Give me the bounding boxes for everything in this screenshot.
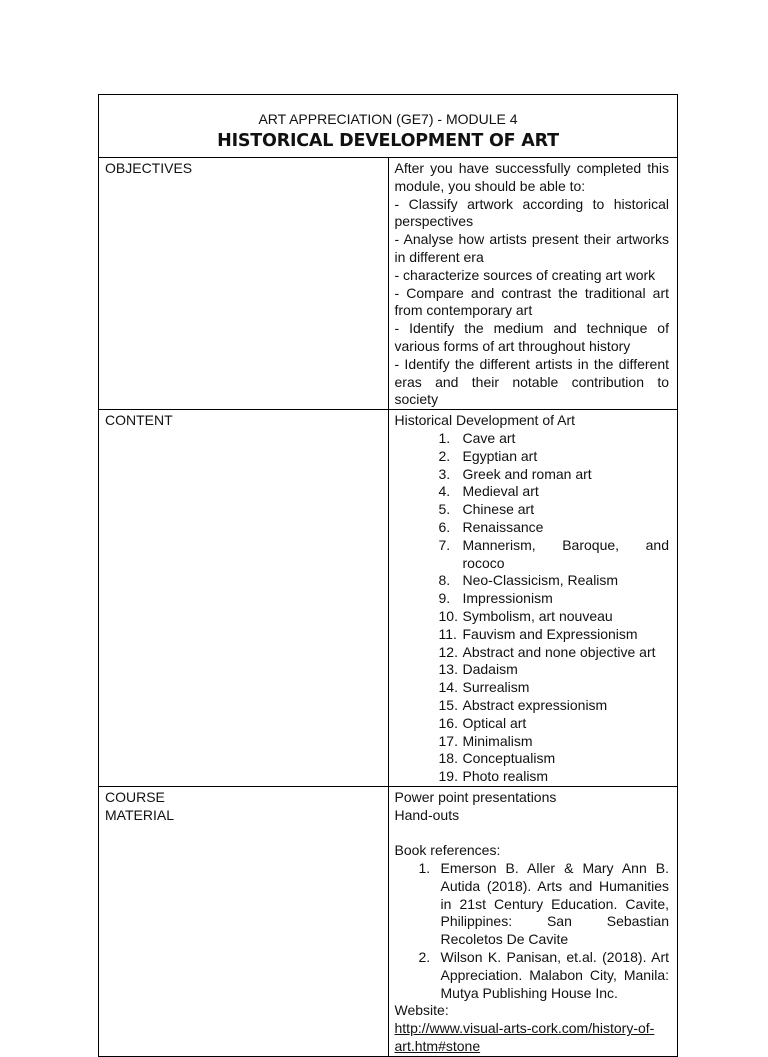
objectives-intro: After you have successfully completed this module, you should be able to: xyxy=(394,160,669,194)
list-item xyxy=(438,483,670,501)
content-body xyxy=(388,410,678,787)
list-item-number: 7. xyxy=(438,536,451,553)
objectives-label xyxy=(99,158,389,410)
header-cell xyxy=(99,95,678,158)
list-item-text: Cave art xyxy=(462,429,516,446)
list-item-text: Surrealism xyxy=(462,679,530,696)
list-item xyxy=(438,536,670,573)
content-heading: Historical Development of Art xyxy=(394,412,576,429)
book-item-text: Emerson B. Aller & Mary Ann B. Autida (2018). Arts and Humanities in 21st Century Education. Cavite, Philippines: San Sebastian Recoletos De Cavite xyxy=(440,860,669,948)
list-item-text: Symbolism, art nouveau xyxy=(462,607,613,624)
course-material-body xyxy=(388,786,678,1056)
book-item xyxy=(418,860,670,949)
list-item-text: Abstract expressionism xyxy=(462,696,608,713)
list-item xyxy=(438,465,670,484)
list-item-number: 1. xyxy=(438,429,451,446)
list-item xyxy=(438,429,670,448)
list-item xyxy=(438,714,670,733)
list-item xyxy=(438,518,670,537)
list-item xyxy=(438,447,670,466)
objective-item: - Compare and contrast the traditional art from contemporary art xyxy=(394,284,669,319)
list-item-number: 19. xyxy=(438,768,458,785)
list-item-text: Minimalism xyxy=(462,732,533,749)
content-list xyxy=(395,430,670,786)
list-item xyxy=(438,661,670,679)
list-item xyxy=(438,625,670,644)
objectives-body xyxy=(388,158,678,410)
list-item-number: 4. xyxy=(438,483,451,500)
list-item xyxy=(438,590,670,608)
list-item-text: Impressionism xyxy=(462,590,553,607)
header-row xyxy=(99,95,678,158)
website-link-line xyxy=(395,1020,670,1056)
list-item-number: 6. xyxy=(438,518,451,535)
list-item-number: 10. xyxy=(438,607,458,624)
list-item xyxy=(438,572,670,590)
objective-item: - Analyse how artists present their artworks in different era xyxy=(394,231,669,265)
content-label xyxy=(99,410,389,787)
module-document xyxy=(98,94,678,1057)
list-item-number: 15. xyxy=(438,696,458,713)
material-line: Hand-outs xyxy=(394,806,460,823)
list-item-number: 9. xyxy=(438,590,451,607)
list-item-text: Egyptian art xyxy=(462,447,538,464)
book-list xyxy=(395,860,670,1002)
content-row xyxy=(99,410,678,787)
content-label-text: CONTENT xyxy=(105,412,173,429)
list-item xyxy=(438,768,670,786)
objectives-row xyxy=(99,158,678,410)
course-material-row xyxy=(99,786,678,1056)
website-link[interactable]: http://www.visual-arts-cork.com/history-of-art.htm#stone xyxy=(394,1020,655,1055)
course-material-label-line2: MATERIAL xyxy=(105,806,174,823)
list-item-text: Photo realism xyxy=(462,768,549,785)
list-item-text: Optical art xyxy=(462,714,527,731)
list-item-number: 8. xyxy=(438,572,451,589)
list-item-number: 12. xyxy=(438,643,458,660)
list-item xyxy=(438,750,670,768)
list-item-number: 11. xyxy=(438,625,457,642)
book-item-number: 2. xyxy=(418,949,431,966)
list-item-number: 16. xyxy=(438,714,458,731)
objective-item: - Identify the different artists in the different eras and their notable contribution to society xyxy=(394,355,669,408)
module-title: HISTORICAL DEVELOPMENT OF ART xyxy=(217,131,559,151)
list-item-text: Greek and roman art xyxy=(462,465,592,482)
course-material-label xyxy=(99,786,389,1056)
list-item-text: Mannerism, Baroque, and rococo xyxy=(462,536,669,571)
book-item-text: Wilson K. Panisan, et.al. (2018). Art Appreciation. Malabon City, Manila: Mutya Publishing House Inc. xyxy=(440,949,669,1001)
list-item-number: 14. xyxy=(438,679,458,696)
list-item-text: Neo-Classicism, Realism xyxy=(462,572,619,589)
spacer xyxy=(395,824,670,842)
list-item xyxy=(438,501,670,519)
list-item xyxy=(438,679,670,697)
list-item-number: 17. xyxy=(438,732,458,749)
list-item-text: Fauvism and Expressionism xyxy=(462,625,638,642)
list-item-text: Chinese art xyxy=(462,501,535,518)
list-item-number: 3. xyxy=(438,465,451,482)
module-table xyxy=(98,94,678,1057)
list-item-number: 18. xyxy=(438,750,458,767)
book-item xyxy=(418,949,670,1002)
list-item-number: 2. xyxy=(438,447,451,464)
module-subtitle: ART APPRECIATION (GE7) - MODULE 4 xyxy=(258,111,518,127)
course-material-label-line1: COURSE xyxy=(105,788,165,805)
list-item-text: Dadaism xyxy=(462,661,518,678)
list-item-text: Conceptualism xyxy=(462,750,556,767)
objectives-label-text: OBJECTIVES xyxy=(105,160,193,176)
list-item-number: 5. xyxy=(438,501,451,518)
list-item xyxy=(438,732,670,751)
list-item-text: Abstract and none objective art xyxy=(462,643,656,660)
list-item xyxy=(438,696,670,715)
book-references-heading: Book references: xyxy=(394,842,501,859)
list-item-text: Renaissance xyxy=(462,518,544,535)
objective-item: - Classify artwork according to historical perspectives xyxy=(394,195,669,230)
website-label: Website: xyxy=(394,1002,449,1019)
objective-item: - Identify the medium and technique of various forms of art throughout history xyxy=(394,320,669,354)
objective-item: - characterize sources of creating art work xyxy=(394,266,656,283)
list-item xyxy=(438,607,670,626)
material-line: Power point presentations xyxy=(394,788,557,805)
list-item-text: Medieval art xyxy=(462,483,539,500)
list-item-number: 13. xyxy=(438,661,458,678)
list-item xyxy=(438,643,670,662)
book-item-number: 1. xyxy=(418,860,431,877)
